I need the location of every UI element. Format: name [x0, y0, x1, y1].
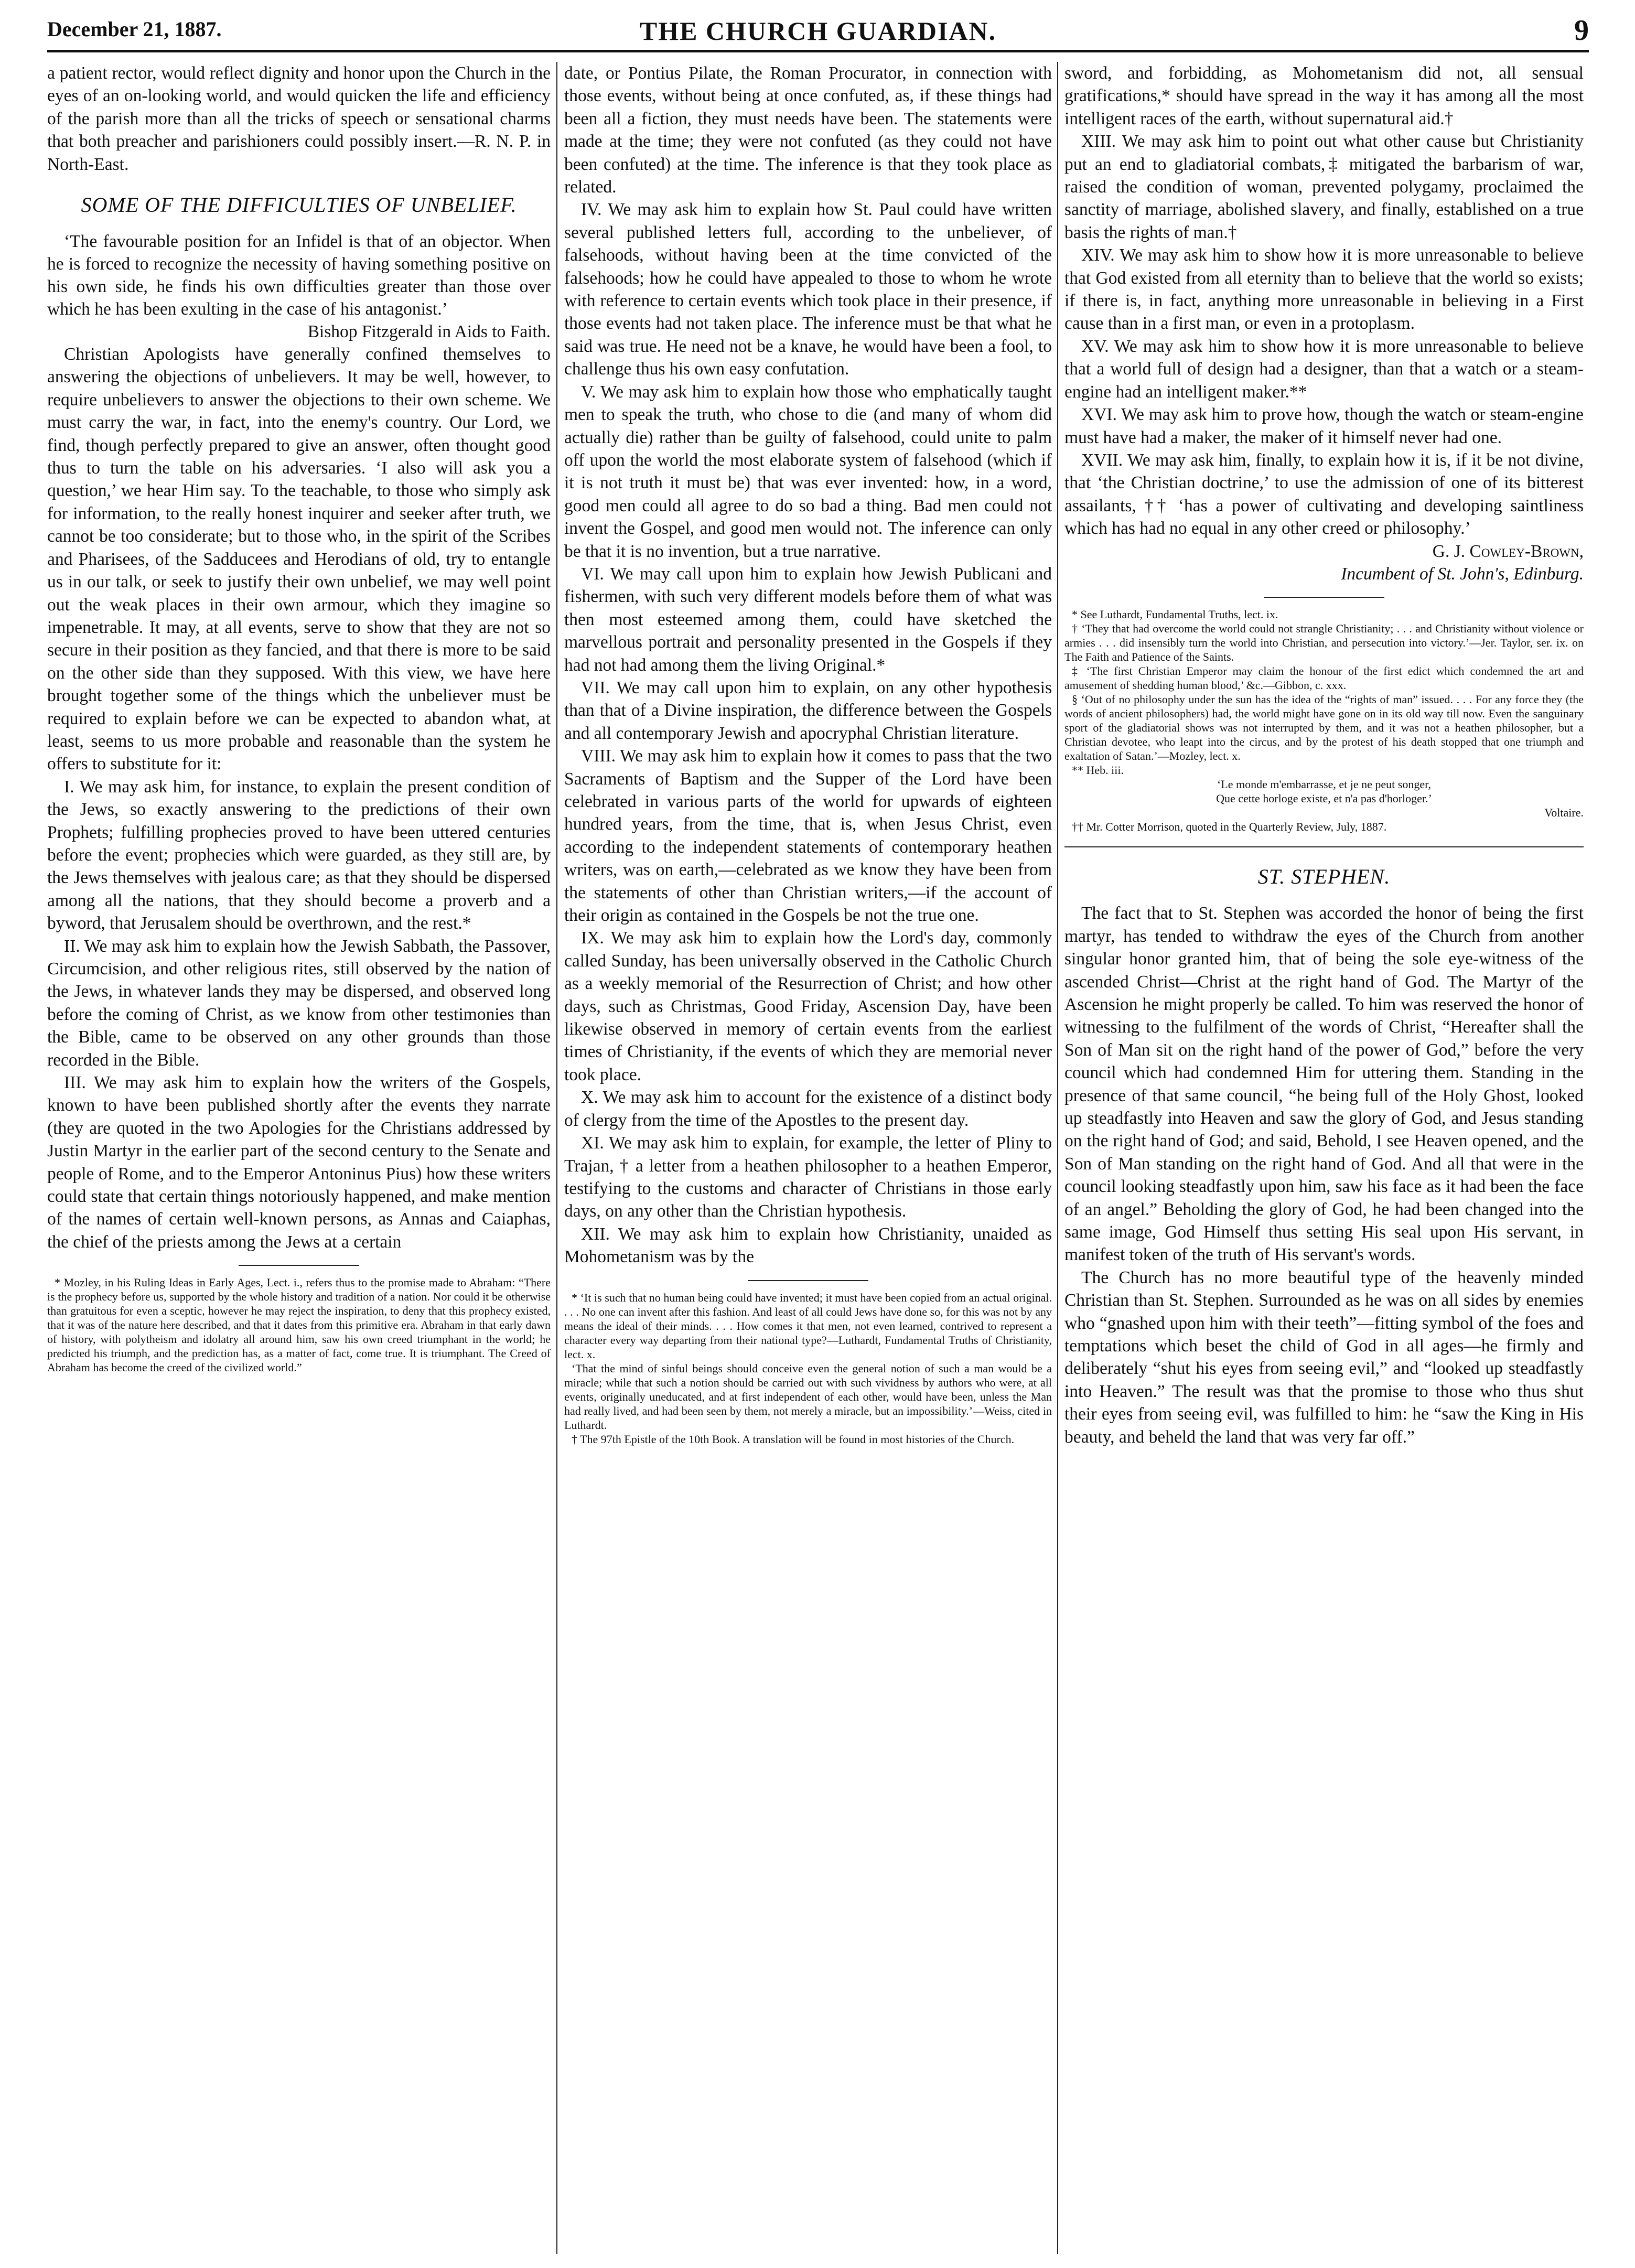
column-divider	[556, 62, 557, 2254]
paragraph: V. We may ask him to explain how those who emphatically taught men to speak the truth, who chose to die (and many of whom did actually die) rather than be guilty of falsehood, could unite to palm off upon the world the most elaborate system of falsehood (which if it is not truth it must be) that was ever invented: how, in a word, good men could all agree to do so bad a thing. Bad men could not invent the Gospel, and good men would not. The inference can only be that it is no invention, but a true narrative.	[564, 382, 1052, 561]
paragraph: Christian Apologists have generally confined themselves to answering the objections of unbelievers. It may be well, however, to require unbelievers to answer the objections to their own scheme. We must carry the war, in fact, into the enemy's country. Our Lord, we find, though perfectly prepared to give an answer, often thought good thus to turn the table on his adversaries. ‘I also will ask you a question,’ we hear Him say. To the teachable, to those who simply ask for information, to the really honest inquirer and seeker after truth, we cannot be too considerate; but to those who, in the spirit of the Scribes and Pharisees, of the Sadducees and Herodians of old, try to entangle us in our talk, or seek to justify their own unbelief, we may well point out the weak places in their own armour, which they imagine so impenetrable. It may, at all events, serve to show that they are not so secure in their position as they fancied, and that there is more to be said on the other side than they supposed. With this view, we have here brought together some of the things which the unbeliever must be required to explain before we can be expected to abandon what, at least, seems to us more probable and reasonable than the system he offers to substitute for it:	[47, 345, 551, 774]
paragraph: XI. We may ask him to explain, for example, the letter of Pliny to Trajan, † a letter from a heathen philosopher to a heathen Emperor, testifying to the customs and character of Christians in those early days, on any other than the Christian hypothesis.	[564, 1133, 1052, 1221]
column-2	[564, 62, 1052, 2254]
footnote-quote-line: Que cette horloge existe, et n'a pas d'horloger.’	[1216, 792, 1432, 805]
footnote: ‘That the mind of sinful beings should conceive even the general notion of such a man would be a miracle; while that such a notion should be carried out with such vividness by authors who were, at all events, originally uneducated, and at first independent of each other, would have been, unless the Man had really lived, and had been seen by them, not merely a miracle, but an impossibility.’—Weiss, cited in Luthardt.	[564, 1361, 1052, 1432]
footnote: † ‘They that had overcome the world could not strangle Christianity; . . . and Christianity without violence or armies . . . did insensibly turn the world into Christian, and persecution into victory.’—Jer. Taylor, ser. ix. on The Faith and Patience of the Saints.	[1064, 622, 1584, 664]
footnote: * ‘It is such that no human being could have invented; it must have been copied from an actual original. . . . No one can invent after this fashion. And least of all could Jews have done so, for this was not by any means the ideal of their minds. . . . How comes it that men, not even learned, contrived to represent a character every way departing from their national type?—Luthardt, Fundamental Truths of Christianity, lect. x.	[564, 1291, 1052, 1361]
article-heading: ST. STEPHEN.	[1257, 865, 1391, 889]
header-rule	[47, 50, 1589, 52]
epigraph: ‘The favourable position for an Infidel is that of an objector. When he is forced to recognize the necessity of having something positive on his own side, he finds his own difficulties greater than those over which he has been exulting in the case of his antagonist.’	[47, 232, 551, 319]
paragraph: XIII. We may ask him to point out what other cause but Christianity put an end to gladiatorial combats,‡ mitigated the barbarism of war, raised the condition of woman, prevented polygamy, proclaimed the sanctity of marriage, abolished slavery, and finally, established on a true basis the rights of man.†	[1064, 132, 1584, 242]
paragraph: XII. We may ask him to explain how Christianity, unaided as Mohometanism was by the	[564, 1224, 1052, 1267]
paragraph: VII. We may call upon him to explain, on any other hypothesis than that of a Divine inspiration, the difference between the Gospels and all contemporary Jewish and apocryphal Christian literature.	[564, 678, 1052, 743]
paragraph: VI. We may call upon him to explain how Jewish Publicani and fishermen, with such very different models before them of what was then most esteemed among them, could have sketched the marvellous portrait and personality presented in the Gospels if they had not had among them the living Original.*	[564, 564, 1052, 675]
paragraph: VIII. We may ask him to explain how it comes to pass that the two Sacraments of Baptism and the Supper of the Lord have been celebrated in various parts of the world for upwards of eighteen hundred years, from the time, that is, when Jesus Christ, even according to the independent statements of contemporary heathen writers, was on earth,—celebrated as we know they have been from the statements of other than Christian writers,—if the account of their origin as contained in the Gospels be not the true one.	[564, 746, 1052, 926]
newspaper-title: THE CHURCH GUARDIAN.	[639, 16, 997, 46]
footnote-rule	[1264, 597, 1384, 598]
paragraph: The Church has no more beautiful type of the heavenly minded Christian than St. Stephen. Surrounded as he was on all sides by enemies who “gnashed upon him with their teeth”—fitting symbol of the foes and temptations which beset the child of God in all ages—he firmly and deliberately “shut his eyes from seeing evil,” and “looked up steadfastly into Heaven.” The result was that the promise to those who thus shut their eyes from seeing evil, was fulfilled to him: he “saw the King in His beauty, and beheld the land that was very far off.”	[1064, 1267, 1584, 1447]
column-3	[1064, 62, 1584, 2254]
article-heading: SOME OF THE DIFFICULTIES OF UNBELIEF.	[81, 193, 517, 217]
footnote: * See Luthardt, Fundamental Truths, lect. ix.	[1072, 608, 1278, 621]
footnote-quote-source: Voltaire.	[1544, 806, 1584, 820]
footnote: § ‘Out of no philosophy under the sun has the idea of the “rights of man” issued. . . . For any force they (the words of ancient philosophers) had, the world might have gone on in its old way till now. Even the sanguinary sport of the gladiatorial shows was not interrupted by them, and it was not a heathen philosopher, but a Christian devotee, who leapt into the circus, and by the protest of his death stopped that one triumph and exaltation of Satan.’—Mozley, lect. x.	[1064, 693, 1584, 763]
epigraph-source: Bishop Fitzgerald in Aids to Faith.	[307, 322, 551, 342]
footnote-rule	[239, 1265, 359, 1266]
paragraph: IX. We may ask him to explain how the Lord's day, commonly called Sunday, has been universally observed in the Catholic Church as a weekly memorial of the Resurrection of Christ; and how other days, such as Christmas, Good Friday, Ascension Day, have been likewise observed in memory of certain events from the earliest times of Christianity, if the events of which they are memorial never took place.	[564, 928, 1052, 1084]
footnote-rule	[748, 1280, 868, 1281]
paragraph: I. We may ask him, for instance, to explain the present condition of the Jews, so exactly answering to the predictions of their own Prophets; fulfilling prophecies proved to have been uttered centuries before the event; prophecies which were guarded, as they still are, by the Jews themselves with jealous care; as that they should be dispersed among all the nations, that they should become a proverb and a byword, that Jerusalem should be overthrown, and the rest.*	[47, 777, 551, 933]
paragraph: XVII. We may ask him, finally, to explain how it is, if it be not divine, that ‘the Christian doctrine,’ to use the admission of one of its bitterest assailants, †† ‘has a power of cultivating and developing saintliness which has had no equal in any other creed or philosophy.’	[1064, 450, 1584, 539]
footnote-quote-line: ‘Le monde m'embarrasse, et je ne peut songer,	[1217, 778, 1432, 791]
paragraph: II. We may ask him to explain how the Jewish Sabbath, the Passover, Circumcision, and other religious rites, still observed by the nation of the Jews, in whatever lands they may be dispersed, and observed long before the coming of Christ, as we know from other testimonies than the Bible, came to be observed on any other grounds than those recorded in the Bible.	[47, 936, 551, 1070]
column-1	[47, 62, 551, 2254]
footnote: † The 97th Epistle of the 10th Book. A translation will be found in most histories of the Church.	[572, 1432, 1015, 1446]
page-header	[47, 12, 1589, 48]
paragraph: sword, and forbidding, as Mohometanism did not, all sensual gratifications,* should have spread in the way it has among all the most intelligent races of the earth, without supernatural aid.†	[1064, 63, 1584, 128]
page-number: 9	[1574, 14, 1589, 47]
column-divider	[1057, 62, 1058, 2254]
footnote: ** Heb. iii.	[1072, 764, 1124, 777]
paragraph: X. We may ask him to account for the existence of a distinct body of clergy from the time of the Apostles to the present day.	[564, 1088, 1052, 1130]
section-rule	[1064, 846, 1584, 847]
issue-date: December 21, 1887.	[47, 17, 222, 41]
footnote: ‡ ‘The first Christian Emperor may claim the honour of the first edict which condemned the art and amusement of shedding human blood,’ &c.—Gibbon, c. xxx.	[1064, 664, 1584, 692]
paragraph: III. We may ask him to explain how the writers of the Gospels, known to have been published shortly after the events they narrate (they are quoted in the two Apologies for the Christians addressed by Justin Martyr in the earlier part of the second century to the Senate and people of Rome, and to the Emperor Antoninus Pius) how these writers could state that certain things notoriously happened, and make mention of the names of certain well-known persons, as Annas and Caiaphas, the chief of the priests among the Jews at a certain	[47, 1073, 551, 1252]
author-signature: G. J. Cowley-Brown,	[1432, 541, 1584, 561]
paragraph: IV. We may ask him to explain how St. Paul could have written several published letters full, according to the unbeliever, of falsehoods, without having been at the time convicted of the falsehoods; how he could have appealed to those to whom he wrote with reference to certain events which took place in their presence, if those events had not taken place. The inference must be that what he said was true. He need not be a knave, he would have been a fool, to challenge thus his own easy confutation.	[564, 200, 1052, 379]
paragraph: XV. We may ask him to show how it is more unreasonable to believe that a world full of design had a designer, than that a watch or a steam-engine had an intelligent maker.**	[1064, 336, 1584, 402]
paragraph: XVI. We may ask him to prove how, though the watch or steam-engine must have had a maker, the maker of it himself never had one.	[1064, 405, 1584, 447]
paragraph: The fact that to St. Stephen was accorded the honor of being the first martyr, has tended to withdraw the eyes of the Church from another singular honor granted him, that of being the sole eye-witness of the ascended Christ—Christ at the right hand of God. The Martyr of the Ascension he might properly be called. To him was reserved the honor of witnessing to the fulfilment of the words of Christ, “Hereafter shall the Son of Man sit on the right hand of the power of God,” before the very council which had condemned Him for uttering them. Standing in the presence of that same council, “he being full of the Holy Ghost, looked up steadfastly into Heaven and saw the glory of God, and Jesus standing on the right hand of God; and said, Behold, I see Heaven opened, and the Son of Man standing on the right hand of God. And all that were in the council looking steadfastly upon him, saw his face as it had been the face of an angel.” Beholding the glory of God, he had been changed into the same image, God Himself thus setting His seal upon His servant, in manifest token of the truth of His servant's words.	[1064, 904, 1584, 1265]
author-affiliation: Incumbent of St. John's, Edinburg.	[1341, 564, 1584, 584]
paragraph: XIV. We may ask him to show how it is more unreasonable to believe that God existed from all eternity than to believe that the world so exists; if there is, in fact, anything more unreasonable in believing in a First cause than in a first man, or even in a protoplasm.	[1064, 245, 1584, 334]
article-continuation: a patient rector, would reflect dignity and honor upon the Church in the eyes of an on-looking world, and would quicken the life and efficiency of the parish more than all the tricks of speech or sensational charms that both preacher and parishioners could possibly insert.—R. N. P. in North-East.	[47, 63, 551, 174]
footnote: †† Mr. Cotter Morrison, quoted in the Quarterly Review, July, 1887.	[1072, 820, 1387, 834]
paragraph: date, or Pontius Pilate, the Roman Procurator, in connection with those events, without being at once confuted, as, if these things had been all a fiction, they must needs have been. The statements were made at the time; they were not confuted (as they could not have been confuted) at the time. The inference is that they took place as related.	[564, 63, 1052, 197]
footnote: * Mozley, in his Ruling Ideas in Early Ages, Lect. i., refers thus to the promise made to Abraham: “There is the prophecy before us, supported by the whole history and tradition of a nation. Nor could it be otherwise than gratuitous for even a sceptic, however he may reject the inspiration, to deny that this prophecy existed, that it was of the nature here described, and that it dates from this primitive era. Abraham in that early dawn of history, with polytheism and idolatry all around him, saw his own creed triumphant in the world; he predicted his triumph, and the prediction has, as a matter of fact, come true. It is triumphant. The Creed of Abraham has become the creed of the civilized world.”	[47, 1276, 551, 1374]
